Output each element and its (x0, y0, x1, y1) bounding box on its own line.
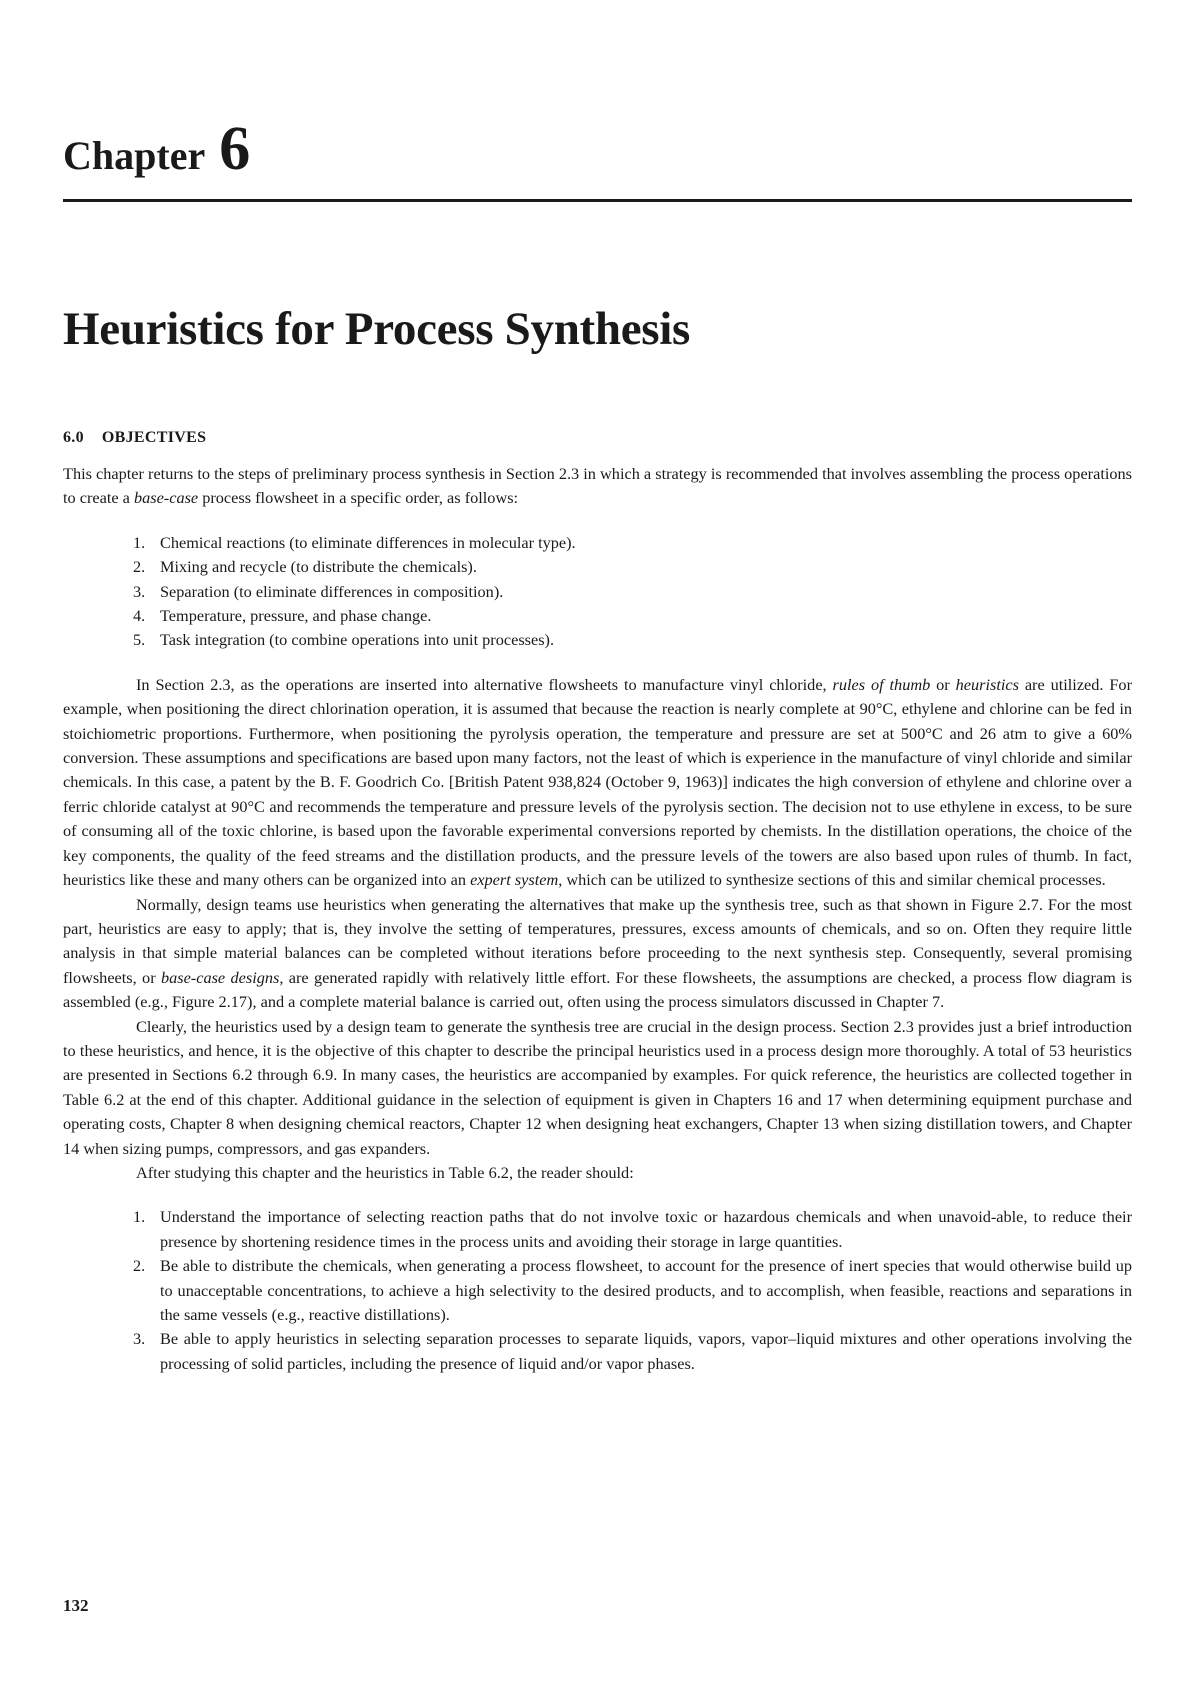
body-text (63, 462, 1132, 1376)
list-item-number: 2. (133, 557, 146, 577)
paragraph-text: , which can be utilized to synthesize sections of this and similar chemical processes. (558, 870, 1106, 890)
emphasis-rules-of-thumb: rules of thumb (832, 674, 931, 694)
chapter-divider (63, 199, 1132, 202)
emphasis-expert-system: expert system (470, 870, 559, 890)
list-item-number: 1. (133, 532, 146, 552)
paragraph-text: , are generated rapidly with relatively little effort. For these flowsheets, the assumptions are checked, a process flow diagram is assembled (e.g., Figure 2.17), and a complete material balance is carried out, often using the process simulators discussed in Chapter 7. (63, 967, 1133, 1012)
paragraph-text: or (930, 674, 956, 694)
list-item-text: Task integration (to combine operations into unit processes). (160, 630, 555, 650)
list-item-text: Mixing and recycle (to distribute the chemicals). (160, 557, 477, 577)
objectives-list (63, 1205, 1132, 1376)
paragraph-text: Normally, design teams use heuristics when generating the alternatives that make up the synthesis tree, such as that shown in Figure 2.7. For the most part, heuristics are easy to apply; that is, they involve the setting of temperatures, pressures, excess amounts of chemicals, and so on. Often they require little analysis in that simple material balances can be completed without iterations before proceeding to the next synthesis step. Consequently, several promising flowsheets, or (63, 894, 1132, 987)
chapter-title: Heuristics for Process Synthesis (63, 303, 691, 355)
chapter-word: Chapter (63, 133, 206, 178)
list-item-text: Be able to apply heuristics in selecting separation processes to separate liquids, vapors, vapor–liquid mixtures and other operations involving the processing of solid particles, including the presence of liquid and/or vapor phases. (160, 1329, 1132, 1373)
paragraph-text: In Section 2.3, as the operations are inserted into alternative flowsheets to manufacture vinyl chloride, (136, 674, 833, 694)
book-page (63, 0, 1132, 1696)
emphasis-heuristics: heuristics (955, 674, 1019, 694)
list-item-text: Temperature, pressure, and phase change. (160, 606, 432, 626)
list-item-number: 3. (133, 581, 146, 601)
list-item-number: 2. (133, 1256, 146, 1276)
list-item (63, 1254, 1132, 1327)
paragraph-clearly: Clearly, the heuristics used by a design team to generate the synthesis tree are crucial in the design process. Section 2.3 provides just a brief introduction to these heuristics, and hence, it is the objective of this chapter to describe the principal heuristics used in a process design more thoroughly. A total of 53 heuristics are presented in Sections 6.2 through 6.9. In many cases, the heuristics are accompanied by examples. For quick reference, the heuristics are collected together in Table 6.2 at the end of this chapter. Additional guidance in the selection of equipment is given in Chapters 16 and 17 when determining equipment purchase and operating costs, Chapter 8 when designing chemical reactors, Chapter 12 when designing heat exchangers, Chapter 13 when sizing distillation towers, and Chapter 14 when sizing pumps, compressors, and gas expanders. (63, 1016, 1132, 1158)
intro-text-1: This chapter returns to the steps of preliminary process synthesis in Section 2.3 in which a strategy is recommended that involves assembling the process operations to create a (63, 464, 1132, 508)
list-item-number: 5. (133, 630, 146, 650)
list-item-number: 1. (133, 1207, 146, 1227)
list-item (63, 628, 1132, 652)
paragraph-vinyl-chloride (63, 673, 1132, 893)
section-heading (63, 430, 206, 446)
list-item-text: Separation (to eliminate differences in composition). (160, 581, 504, 601)
chapter-number: 6 (219, 115, 251, 183)
list-item (63, 531, 1132, 555)
synthesis-steps-list (63, 531, 1132, 653)
list-item (63, 1327, 1132, 1376)
list-item (63, 1205, 1132, 1254)
section-number: 6.0 (63, 429, 84, 446)
intro-emphasis: base-case (133, 488, 199, 508)
intro-paragraph (63, 462, 1132, 511)
list-item-text: Understand the importance of selecting reaction paths that do not involve toxic or hazardous chemicals and when unavoid-able, to reduce their presence by shortening residence times in the process units and avoiding their storage in large quantities. (160, 1207, 1132, 1251)
list-item-text: Be able to distribute the chemicals, when generating a process flowsheet, to account for the presence of inert species that would otherwise build up to unacceptable concentrations, to achieve a high selectivity to the desired products, and to accomplish, when feasible, reactions and separations in the same vessels (e.g., reactive distillations). (160, 1256, 1132, 1324)
intro-text-2: process flowsheet in a specific order, as follows: (198, 488, 519, 508)
emphasis-base-case-designs: base-case designs (160, 967, 280, 987)
list-item (63, 555, 1132, 579)
section-heading-text: OBJECTIVES (101, 429, 207, 446)
page-number: 132 (63, 1596, 89, 1615)
paragraph-design-teams (63, 893, 1132, 1015)
paragraph-after-studying: After studying this chapter and the heuristics in Table 6.2, the reader should: (136, 1162, 634, 1182)
chapter-label (63, 115, 251, 183)
list-item-number: 3. (133, 1329, 146, 1349)
list-item-number: 4. (133, 606, 146, 626)
list-item-text: Chemical reactions (to eliminate differences in molecular type). (160, 532, 576, 552)
list-item (63, 580, 1132, 604)
list-item (63, 604, 1132, 628)
paragraph-text: are utilized. For example, when positioning the direct chlorination operation, it is assumed that because the reaction is nearly complete at 90°C, ethylene and chlorine can be fed in stoichiometric proportions. Furthermore, when positioning the pyrolysis operation, the temperature and pressure are set at 500°C and 26 atm to give a 60% conversion. These assumptions and specifications are based upon many factors, not the least of which is experience in the manufacture of vinyl chloride and similar chemicals. In this case, a patent by the B. F. Goodrich Co. [British Patent 938,824 (October 9, 1963)] indicates the high conversion of ethylene and chlorine over a ferric chloride catalyst at 90°C and recommends the temperature and pressure levels of the pyrolysis section. The decision not to use ethylene in excess, to be sure of consuming all of the toxic chlorine, is based upon the favorable experimental conversions reported by chemists. In the distillation operations, the choice of the key components, the quality of the feed streams and the distillation products, and the pressure levels of the towers are also based upon rules of thumb. In fact, heuristics like these and many others can be organized into an (63, 674, 1132, 890)
